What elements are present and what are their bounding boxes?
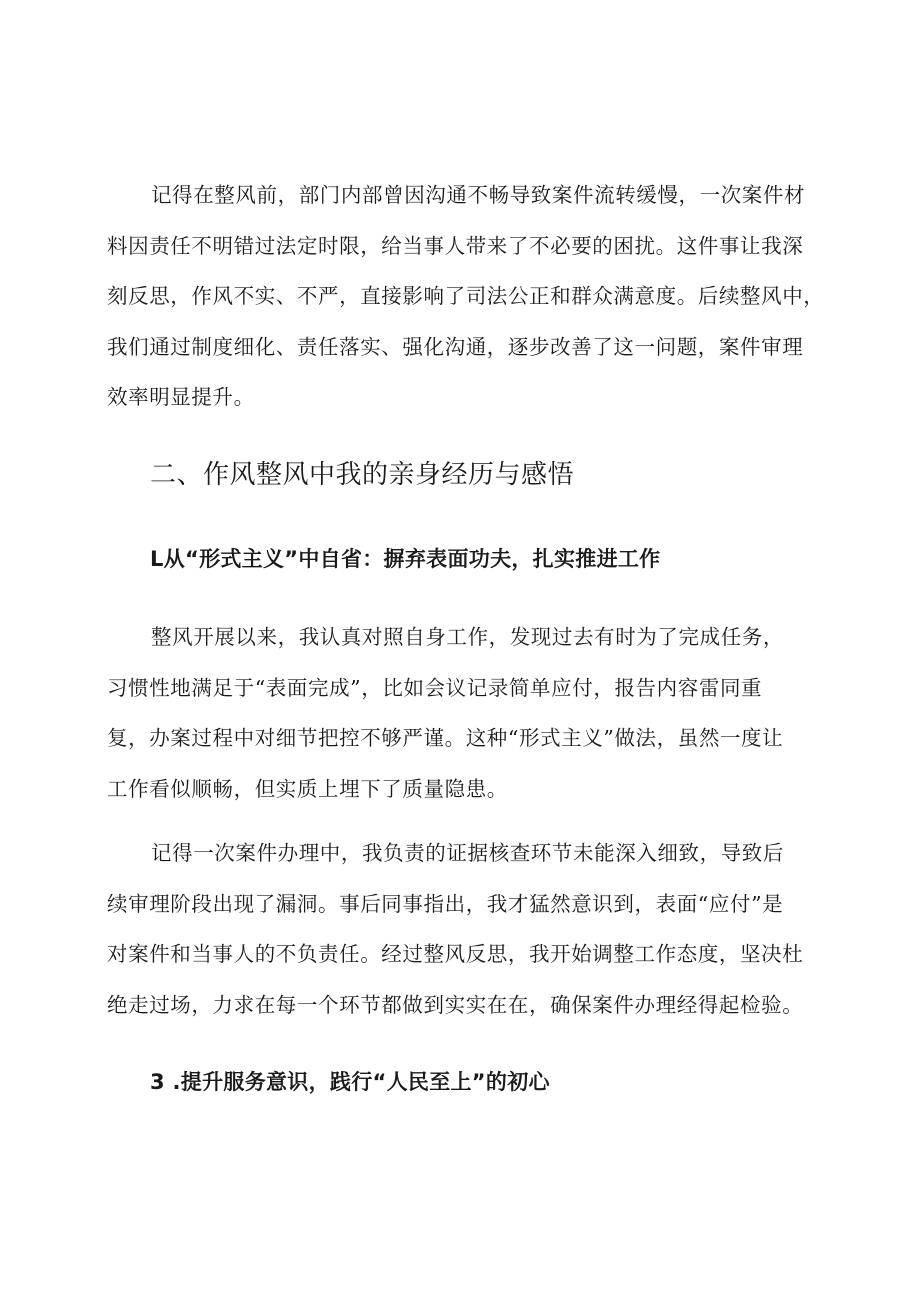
text-line: 记得在整风前，部门内部曾因沟通不畅导致案件流转缓慢，一次案件材 [151,183,806,207]
text-line: 续审理阶段出现了漏洞。事后同事指出，我才猛然意识到，表面“应付”是 [107,891,784,916]
paragraph-evidence-check [107,828,823,1030]
text-line: 我们通过制度细化、责任落实、强化沟通，逐步改善了这一问题，案件审理 [107,334,804,359]
text-line: 记得一次案件办理中，我负责的证据核查环节未能深入细致，导致后 [151,841,784,865]
text-line: 工作看似顺畅，但实质上埋下了质量隐患。 [107,776,508,801]
text-line: 整风开展以来，我认真对照自身工作，发现过去有时为了完成任务， [151,625,784,649]
text-line: 习惯性地满足于“表面完成”，比如会议记录简单应付，报告内容雷同重 [107,675,763,700]
text-line: 对案件和当事人的不负责任。经过整风反思，我开始调整工作态度，坚决杜 [107,942,804,966]
text-line: 料因责任不明错过法定时限，给当事人带来了不必要的困扰。这件事让我深 [107,233,804,258]
text-line: 效率明显提升。 [107,385,255,409]
text-line: 绝走过场，力求在每一个环节都做到实实在在，确保案件办理经得起检验。 [107,992,804,1017]
text-line: 刻反思，作风不实、不严，直接影响了司法公正和群众满意度。后续整风中， [107,284,825,308]
subheading-formalism: L从“形式主义”中自省：摒弃表面功夫，扎实推进工作 [150,547,661,571]
text-line: 复，办案过程中对细节把控不够严谨。这种“形式主义”做法，虽然一度让 [107,726,784,750]
paragraph-case-flow-reflection [107,170,823,423]
subheading-service-awareness: 3 .提升服务意识，践行“人民至上”的初心 [150,1070,550,1094]
section-heading: 二、作风整风中我的亲身经历与感悟 [150,460,575,490]
paragraph-formalism-reflection [107,612,823,814]
